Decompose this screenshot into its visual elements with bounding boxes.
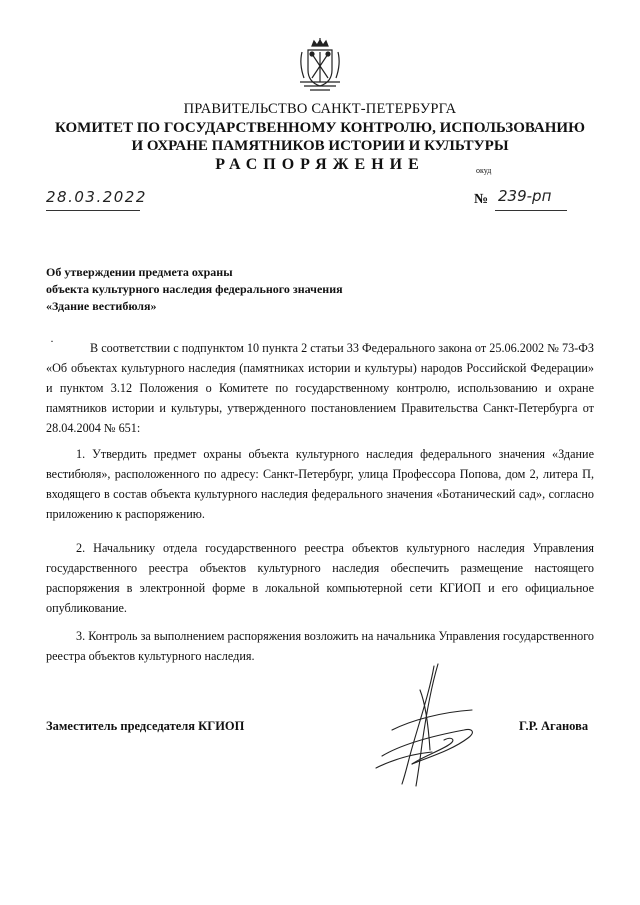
order-number: 239-рп [498,187,552,205]
coat-of-arms-icon [296,38,344,92]
margin-dot: · [50,334,54,348]
government-name: ПРАВИТЕЛЬСТВО САНКТ-ПЕТЕРБУРГА [183,101,457,117]
order-subject [46,264,343,315]
handwritten-signature [372,660,484,790]
order-date: 28.03.2022 [46,188,147,206]
signer-name: Г.Р. Аганова [519,719,589,733]
number-label: № [474,192,489,207]
document-type: РАСПОРЯЖЕНИЕ [215,156,425,173]
okud-label: окуд [476,166,492,175]
signer-position: Заместитель председателя КГИОП [46,719,245,733]
committee-name [0,119,640,155]
committee-line-2: И ОХРАНЕ ПАМЯТНИКОВ ИСТОРИИ И КУЛЬТУРЫ [131,138,509,154]
committee-line-1: КОМИТЕТ ПО ГОСУДАРСТВЕННОМУ КОНТРОЛЮ, ИСПОЛЬЗОВАНИЮ [55,120,585,136]
subject-line-1: Об утверждении предмета охраны [46,265,233,279]
item-1-paragraph: 1. Утвердить предмет охраны объекта культурного наследия федерального значения «Здание вестибюля», расположенного по адресу: Санкт-Петербург, улица Профессора Попова, дом 2, литера П, входящего в состав объекта культурного наследия федерального значения «Ботанический сад», согласно приложению к распоряжению. [46,447,594,521]
subject-line-3: «Здание вестибюля» [46,299,157,313]
preamble-paragraph: В соответствии с подпунктом 10 пункта 2 статьи 33 Федерального закона от 25.06.2002 № 73-ФЗ «Об объектах культурного наследия (памятниках истории и культуры) народов Российской Федерации» и пунктом 3.12 Положения о Комитете по государственному контролю, использованию и охране памятников истории и культуры, утвержденного постановлением Правительства Санкт-Петербурга от 28.04.2004 № 651: [46,341,594,435]
item-3-paragraph: 3. Контроль за выполнением распоряжения возложить на начальника Управления государственного реестра объектов культурного наследия. [46,629,594,663]
subject-line-2: объекта культурного наследия федерального значения [46,282,343,296]
item-2-paragraph: 2. Начальнику отдела государственного реестра объектов культурного наследия Управления государственного реестра объектов культурного наследия обеспечить размещение настоящего распоряжения в электронной форме в локальной компьютерной сети КГИОП и его официальное опубликование. [46,541,594,615]
